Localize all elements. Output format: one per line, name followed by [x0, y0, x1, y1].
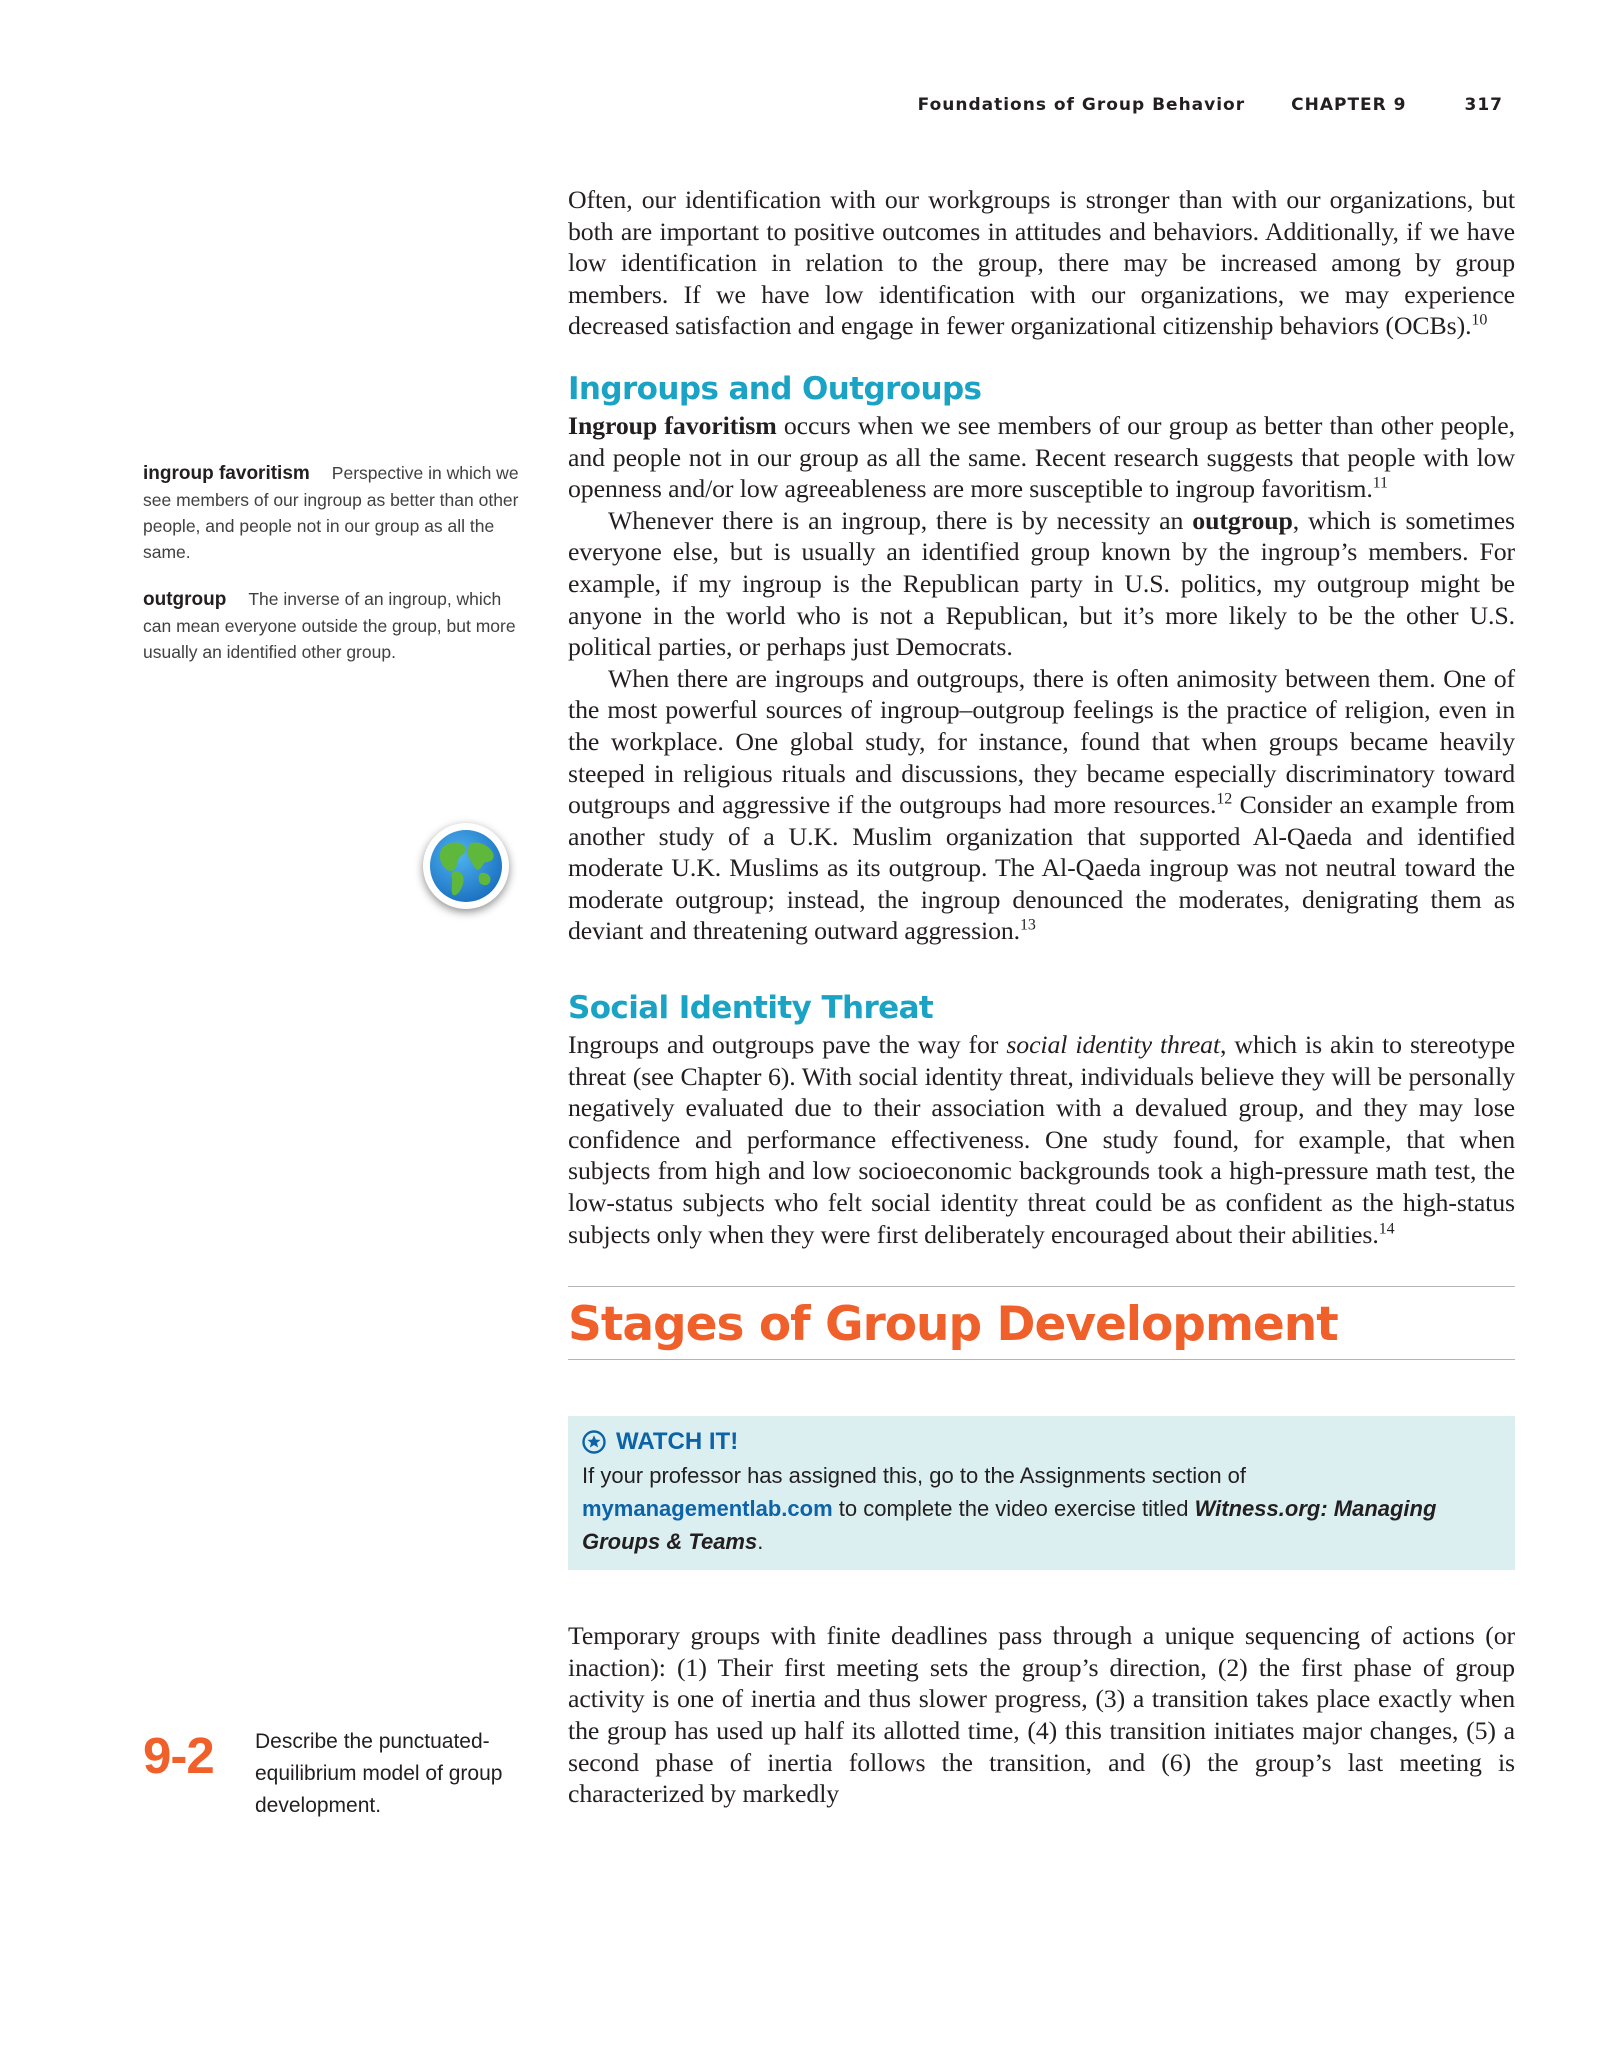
running-head-title: Foundations of Group Behavior: [917, 95, 1246, 115]
major-heading-stages: Stages of Group Development: [568, 1297, 1338, 1353]
intro-paragraph: Often, our identification with our workgroups is stronger than with our organizations, but both are important to positive outcomes in attitudes and behaviors. Additionally, if we have low identification in relation to the group, there may be increased among by group members. If we have low identification with our organizations, we may experience decreased satisfaction and engage in fewer organizational citizenship behaviors (OCBs).$^{10}$: [568, 185, 1515, 341]
key-term: outgroup: [1192, 505, 1293, 535]
page-number: 317: [1464, 95, 1503, 115]
section-heading-ingroups: Ingroups and Outgroups: [568, 370, 982, 407]
glossary-term: outgroup: [143, 589, 227, 610]
paragraph-ingroup-favoritism: Ingroup favoritism occurs when we see members of our group as better than other people, and people not in our group as all the same. Recent research suggests that people with low openness and/or low agreeableness are more susceptible to ingroup favoritism.$^{11}$: [568, 410, 1515, 504]
section-heading-social-identity: Social Identity Threat: [568, 990, 934, 1027]
main-column: [568, 184, 1515, 1810]
major-heading-block: [568, 1286, 1515, 1360]
glossary-definition: The inverse of an ingroup, which can mean everyone outside the group, but more usually an identified other group.: [143, 589, 516, 662]
endnote-ref[interactable]: 13: [1020, 916, 1036, 934]
endnote-ref[interactable]: 12: [1216, 790, 1233, 808]
endnote-ref[interactable]: 14: [1378, 1220, 1395, 1238]
globe-icon[interactable]: [423, 823, 509, 909]
glossary-entry-outgroup: [143, 586, 525, 665]
star-circle-icon: [582, 1430, 606, 1454]
paragraph-social-identity-threat: Ingroups and outgroups pave the way for social identity threat, which is akin to stereotype threat (see Chapter 6). With social identity threat, individuals believe they will be personally negatively evaluated due to their association with a devalued group, and they may lose confidence and performance effectiveness. One study found, for example, that when subjects from high and low socioeconomic backgrounds took a high-pressure math test, the low-status subjects who felt social identity threat could be as confident as the high-status subjects only when they were first deliberately encouraged about their abilities.$^{14}$: [568, 1030, 1515, 1249]
learning-objective-text: Describe the punctuated-equilibrium model of group development.: [255, 1730, 503, 1817]
paragraph-outgroup: Whenever there is an ingroup, there is by necessity an outgroup, which is sometimes everyone else, but is usually an identified group known by the ingroup’s members. For example, if my ingroup is the Republican party in U.S. politics, my outgroup might be anyone in the world who is not a Republican, but it’s more likely to be the other U.S. political parties, or perhaps just Democrats.: [568, 505, 1515, 662]
glossary-term: ingroup favoritism: [143, 463, 310, 484]
learning-objective-number: 9-2: [143, 1727, 214, 1784]
video-title: Witness.org: Managing Groups & Teams: [582, 1496, 1437, 1555]
watch-it-text: If your professor has assigned this, go to the Assignments section of mymanagementlab.com to complete the video exercise titled Witness.org: Managing Groups & Teams.: [582, 1463, 1437, 1555]
watch-it-title: WATCH IT!: [582, 1427, 1501, 1457]
endnote-ref[interactable]: 11: [1372, 474, 1388, 492]
learning-objective: [143, 1727, 525, 1822]
paragraph-temporary-groups: Temporary groups with finite deadlines pass through a unique sequencing of actions (or inaction): (1) Their first meeting sets the group’s direction, (2) the first phase of group activity is one of inertia and thus slower progress, (3) a transition takes place exactly when the group has used up half its allotted time, (4) this transition initiates major changes, (5) a second phase of inertia follows the transition, and (6) the group’s last meeting is characterized by markedly: [568, 1621, 1515, 1809]
glossary-entry-ingroup-favoritism: [143, 460, 525, 565]
mymanagementlab-link[interactable]: mymanagementlab.com: [582, 1496, 833, 1522]
running-head: [918, 92, 1503, 118]
endnote-ref[interactable]: 10: [1471, 311, 1488, 329]
glossary-definition: Perspective in which we see members of our ingroup as better than other people, and people not in our group as all the same.: [143, 463, 519, 562]
key-term: Ingroup favoritism: [568, 410, 777, 440]
paragraph-animosity: When there are ingroups and outgroups, there is often animosity between them. One of the most powerful sources of ingroup–outgroup feelings is the practice of religion, even in the workplace. One global study, for instance, found that when groups became heavily steeped in religious rituals and discussions, they became especially discriminatory toward outgroups and aggressive if the outgroups had more resources.$^{12}$ Consider an example from another study of a U.K. Muslim organization that supported Al-Qaeda and identified moderate U.K. Muslims as its outgroup. The Al-Qaeda ingroup was not neutral toward the moderate outgroup; instead, the ingroup denounced the moderates, denigrating them as deviant and threatening outward aggression.$^{13}$: [568, 663, 1515, 946]
running-head-chapter: CHAPTER 9: [1291, 95, 1407, 115]
watch-it-box: [568, 1416, 1515, 1570]
